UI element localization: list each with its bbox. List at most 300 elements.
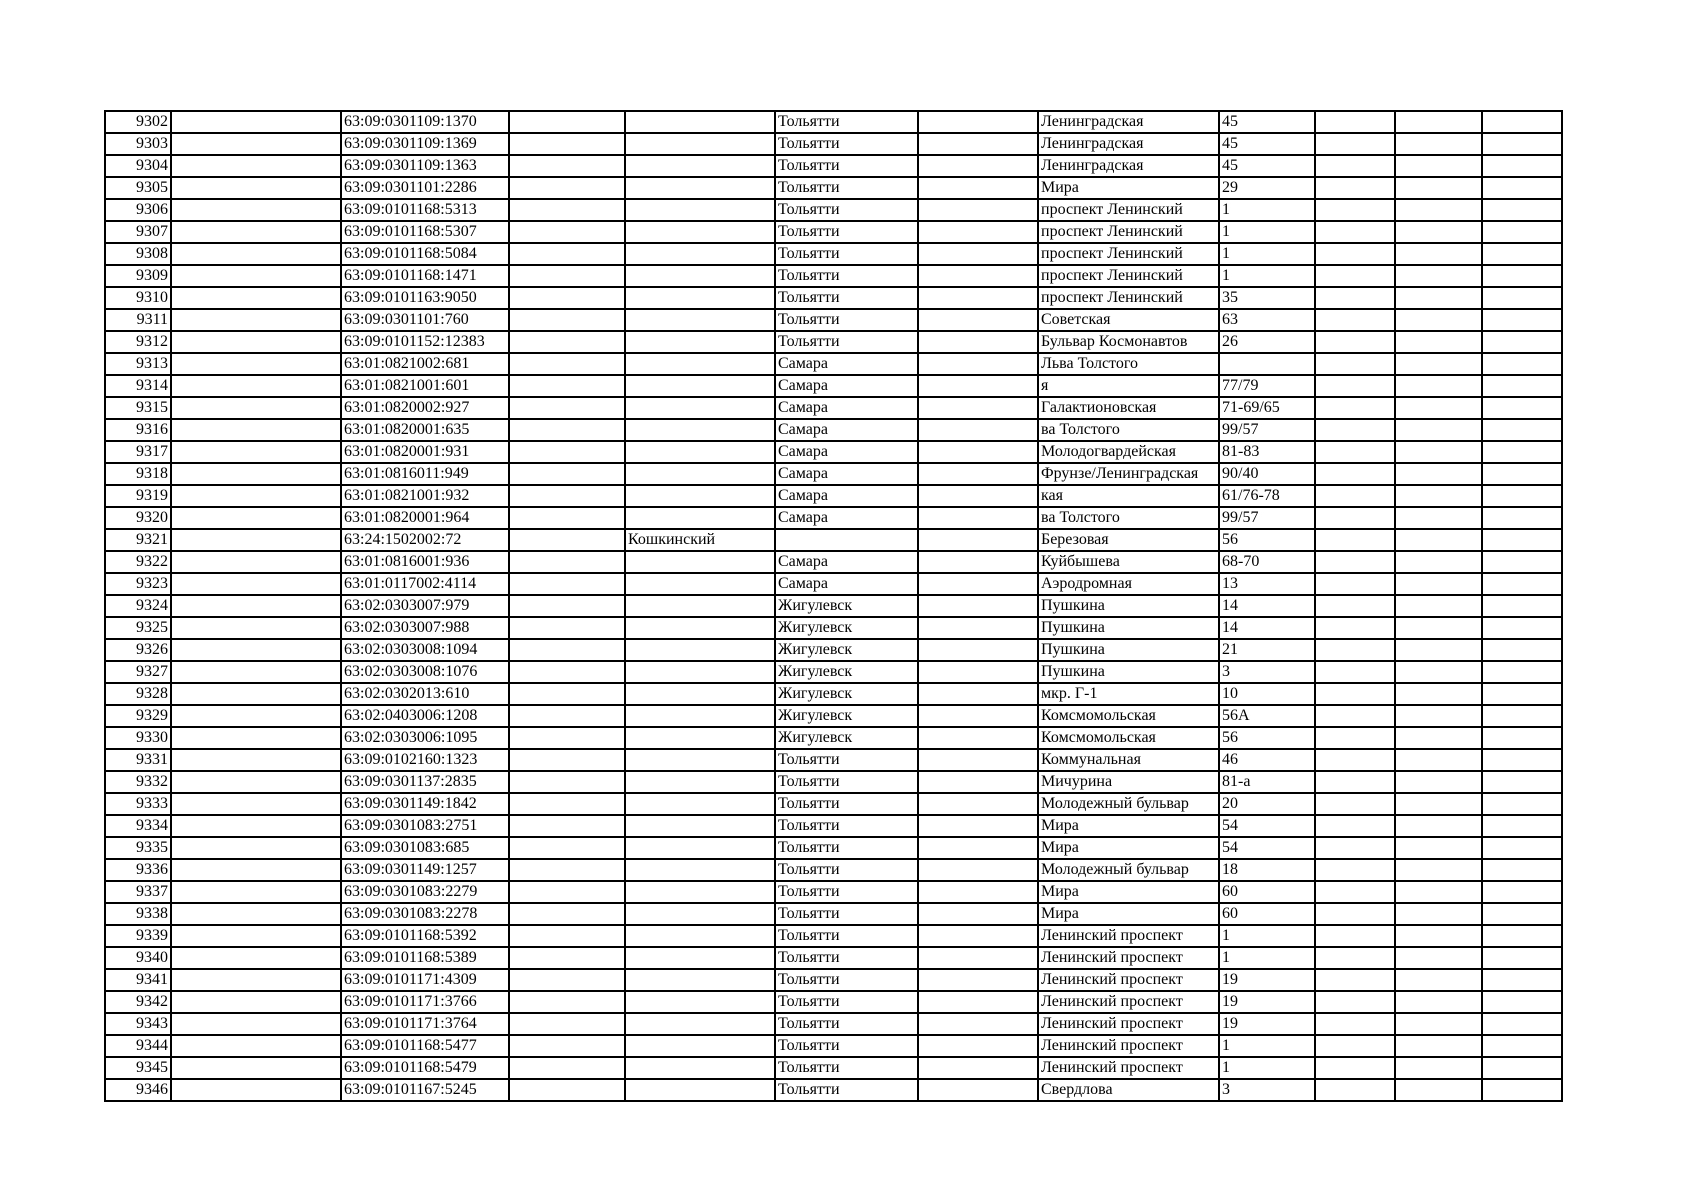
col-l-cell bbox=[1482, 881, 1562, 903]
city-cell: Тольятти bbox=[775, 155, 918, 177]
col-d-cell bbox=[509, 529, 625, 551]
col-g-cell bbox=[918, 1035, 1038, 1057]
settlement-cell bbox=[625, 815, 775, 837]
table-row bbox=[105, 837, 1562, 859]
col-d-cell bbox=[509, 793, 625, 815]
col-d-cell bbox=[509, 881, 625, 903]
col-l-cell bbox=[1482, 155, 1562, 177]
table-row bbox=[105, 991, 1562, 1013]
house-number-cell: 81-а bbox=[1219, 771, 1315, 793]
col-l-cell bbox=[1482, 925, 1562, 947]
house-number-cell: 18 bbox=[1219, 859, 1315, 881]
cadastral-number-cell: 63:09:0301149:1842 bbox=[341, 793, 509, 815]
house-number-cell: 60 bbox=[1219, 881, 1315, 903]
row-number-cell: 9322 bbox=[105, 551, 171, 573]
col-b-cell bbox=[171, 309, 341, 331]
col-l-cell bbox=[1482, 705, 1562, 727]
col-b-cell bbox=[171, 463, 341, 485]
row-number-cell: 9315 bbox=[105, 397, 171, 419]
city-cell: Жигулевск bbox=[775, 727, 918, 749]
col-j-cell bbox=[1315, 133, 1395, 155]
city-cell: Самара bbox=[775, 441, 918, 463]
settlement-cell bbox=[625, 683, 775, 705]
settlement-cell bbox=[625, 969, 775, 991]
col-b-cell bbox=[171, 617, 341, 639]
house-number-cell: 29 bbox=[1219, 177, 1315, 199]
col-k-cell bbox=[1395, 771, 1482, 793]
col-j-cell bbox=[1315, 617, 1395, 639]
col-g-cell bbox=[918, 221, 1038, 243]
registry-body bbox=[105, 111, 1562, 1101]
col-b-cell bbox=[171, 287, 341, 309]
col-k-cell bbox=[1395, 177, 1482, 199]
settlement-cell bbox=[625, 221, 775, 243]
col-b-cell bbox=[171, 1057, 341, 1079]
street-cell: проспект Ленинский bbox=[1038, 243, 1219, 265]
house-number-cell: 20 bbox=[1219, 793, 1315, 815]
row-number-cell: 9305 bbox=[105, 177, 171, 199]
col-j-cell bbox=[1315, 903, 1395, 925]
table-row bbox=[105, 881, 1562, 903]
street-cell: Комсмомольская bbox=[1038, 727, 1219, 749]
col-g-cell bbox=[918, 793, 1038, 815]
col-g-cell bbox=[918, 419, 1038, 441]
row-number-cell: 9308 bbox=[105, 243, 171, 265]
col-l-cell bbox=[1482, 1079, 1562, 1101]
city-cell: Тольятти bbox=[775, 243, 918, 265]
col-l-cell bbox=[1482, 837, 1562, 859]
street-cell: Ленинский проспект bbox=[1038, 1035, 1219, 1057]
col-g-cell bbox=[918, 551, 1038, 573]
col-k-cell bbox=[1395, 331, 1482, 353]
col-d-cell bbox=[509, 133, 625, 155]
col-l-cell bbox=[1482, 595, 1562, 617]
col-j-cell bbox=[1315, 375, 1395, 397]
table-row bbox=[105, 441, 1562, 463]
street-cell: Пушкина bbox=[1038, 595, 1219, 617]
cadastral-number-cell: 63:01:0821001:932 bbox=[341, 485, 509, 507]
row-number-cell: 9309 bbox=[105, 265, 171, 287]
settlement-cell bbox=[625, 727, 775, 749]
col-d-cell bbox=[509, 991, 625, 1013]
row-number-cell: 9338 bbox=[105, 903, 171, 925]
col-k-cell bbox=[1395, 199, 1482, 221]
col-l-cell bbox=[1482, 903, 1562, 925]
settlement-cell bbox=[625, 155, 775, 177]
city-cell: Тольятти bbox=[775, 881, 918, 903]
table-row bbox=[105, 1057, 1562, 1079]
city-cell: Самара bbox=[775, 551, 918, 573]
settlement-cell: Кошкинский bbox=[625, 529, 775, 551]
table-row bbox=[105, 155, 1562, 177]
cadastral-number-cell: 63:09:0101168:5392 bbox=[341, 925, 509, 947]
row-number-cell: 9333 bbox=[105, 793, 171, 815]
col-l-cell bbox=[1482, 529, 1562, 551]
col-d-cell bbox=[509, 287, 625, 309]
street-cell: Мира bbox=[1038, 881, 1219, 903]
col-j-cell bbox=[1315, 243, 1395, 265]
col-b-cell bbox=[171, 133, 341, 155]
settlement-cell bbox=[625, 265, 775, 287]
street-cell: Мира bbox=[1038, 815, 1219, 837]
city-cell: Жигулевск bbox=[775, 683, 918, 705]
settlement-cell bbox=[625, 771, 775, 793]
street-cell: Ленинский проспект bbox=[1038, 947, 1219, 969]
col-b-cell bbox=[171, 1035, 341, 1057]
street-cell: проспект Ленинский bbox=[1038, 287, 1219, 309]
cadastral-number-cell: 63:09:0101168:5389 bbox=[341, 947, 509, 969]
row-number-cell: 9313 bbox=[105, 353, 171, 375]
city-cell: Тольятти bbox=[775, 749, 918, 771]
table-row bbox=[105, 507, 1562, 529]
house-number-cell: 45 bbox=[1219, 155, 1315, 177]
cadastral-number-cell: 63:09:0301101:2286 bbox=[341, 177, 509, 199]
house-number-cell: 71-69/65 bbox=[1219, 397, 1315, 419]
row-number-cell: 9336 bbox=[105, 859, 171, 881]
col-l-cell bbox=[1482, 419, 1562, 441]
col-d-cell bbox=[509, 815, 625, 837]
col-k-cell bbox=[1395, 419, 1482, 441]
table-row bbox=[105, 243, 1562, 265]
table-row bbox=[105, 903, 1562, 925]
col-g-cell bbox=[918, 837, 1038, 859]
col-j-cell bbox=[1315, 1013, 1395, 1035]
city-cell: Тольятти bbox=[775, 815, 918, 837]
cadastral-number-cell: 63:02:0303008:1076 bbox=[341, 661, 509, 683]
house-number-cell: 56А bbox=[1219, 705, 1315, 727]
col-j-cell bbox=[1315, 749, 1395, 771]
house-number-cell: 3 bbox=[1219, 661, 1315, 683]
table-row bbox=[105, 551, 1562, 573]
street-cell: Березовая bbox=[1038, 529, 1219, 551]
cadastral-number-cell: 63:09:0301083:2278 bbox=[341, 903, 509, 925]
cadastral-number-cell: 63:09:0301137:2835 bbox=[341, 771, 509, 793]
street-cell: Пушкина bbox=[1038, 661, 1219, 683]
col-d-cell bbox=[509, 1013, 625, 1035]
col-g-cell bbox=[918, 155, 1038, 177]
col-b-cell bbox=[171, 705, 341, 727]
cadastral-number-cell: 63:01:0820001:635 bbox=[341, 419, 509, 441]
settlement-cell bbox=[625, 485, 775, 507]
col-b-cell bbox=[171, 727, 341, 749]
street-cell: Свердлова bbox=[1038, 1079, 1219, 1101]
table-row bbox=[105, 969, 1562, 991]
col-l-cell bbox=[1482, 771, 1562, 793]
city-cell: Жигулевск bbox=[775, 617, 918, 639]
table-row bbox=[105, 683, 1562, 705]
city-cell: Тольятти bbox=[775, 199, 918, 221]
col-k-cell bbox=[1395, 793, 1482, 815]
col-l-cell bbox=[1482, 617, 1562, 639]
col-l-cell bbox=[1482, 683, 1562, 705]
table-row bbox=[105, 485, 1562, 507]
cadastral-number-cell: 63:09:0301083:2279 bbox=[341, 881, 509, 903]
col-b-cell bbox=[171, 353, 341, 375]
col-k-cell bbox=[1395, 683, 1482, 705]
house-number-cell: 46 bbox=[1219, 749, 1315, 771]
col-b-cell bbox=[171, 991, 341, 1013]
cadastral-number-cell: 63:09:0101171:3766 bbox=[341, 991, 509, 1013]
col-b-cell bbox=[171, 573, 341, 595]
col-d-cell bbox=[509, 419, 625, 441]
table-row bbox=[105, 793, 1562, 815]
cadastral-number-cell: 63:01:0816001:936 bbox=[341, 551, 509, 573]
col-b-cell bbox=[171, 441, 341, 463]
col-d-cell bbox=[509, 771, 625, 793]
col-d-cell bbox=[509, 177, 625, 199]
col-d-cell bbox=[509, 903, 625, 925]
row-number-cell: 9330 bbox=[105, 727, 171, 749]
settlement-cell bbox=[625, 353, 775, 375]
city-cell: Тольятти bbox=[775, 837, 918, 859]
col-j-cell bbox=[1315, 507, 1395, 529]
col-k-cell bbox=[1395, 815, 1482, 837]
col-k-cell bbox=[1395, 991, 1482, 1013]
col-d-cell bbox=[509, 573, 625, 595]
row-number-cell: 9306 bbox=[105, 199, 171, 221]
city-cell: Тольятти bbox=[775, 969, 918, 991]
col-g-cell bbox=[918, 617, 1038, 639]
table-row bbox=[105, 309, 1562, 331]
table-row bbox=[105, 1079, 1562, 1101]
col-g-cell bbox=[918, 1079, 1038, 1101]
settlement-cell bbox=[625, 705, 775, 727]
col-k-cell bbox=[1395, 617, 1482, 639]
col-b-cell bbox=[171, 1079, 341, 1101]
table-row bbox=[105, 705, 1562, 727]
city-cell: Тольятти bbox=[775, 947, 918, 969]
street-cell: Мира bbox=[1038, 837, 1219, 859]
col-l-cell bbox=[1482, 463, 1562, 485]
col-d-cell bbox=[509, 309, 625, 331]
col-k-cell bbox=[1395, 573, 1482, 595]
street-cell: Пушкина bbox=[1038, 639, 1219, 661]
col-b-cell bbox=[171, 507, 341, 529]
col-b-cell bbox=[171, 793, 341, 815]
settlement-cell bbox=[625, 661, 775, 683]
city-cell: Тольятти bbox=[775, 793, 918, 815]
street-cell: Ленинский проспект bbox=[1038, 925, 1219, 947]
col-g-cell bbox=[918, 441, 1038, 463]
row-number-cell: 9344 bbox=[105, 1035, 171, 1057]
col-l-cell bbox=[1482, 727, 1562, 749]
col-j-cell bbox=[1315, 529, 1395, 551]
house-number-cell: 56 bbox=[1219, 727, 1315, 749]
col-b-cell bbox=[171, 397, 341, 419]
col-k-cell bbox=[1395, 1035, 1482, 1057]
cadastral-number-cell: 63:01:0821002:681 bbox=[341, 353, 509, 375]
col-g-cell bbox=[918, 287, 1038, 309]
street-cell: Молодежный бульвар bbox=[1038, 793, 1219, 815]
cadastral-number-cell: 63:09:0101168:5084 bbox=[341, 243, 509, 265]
table-row bbox=[105, 925, 1562, 947]
cadastral-number-cell: 63:09:0301083:2751 bbox=[341, 815, 509, 837]
city-cell: Жигулевск bbox=[775, 639, 918, 661]
col-j-cell bbox=[1315, 111, 1395, 133]
col-k-cell bbox=[1395, 529, 1482, 551]
col-d-cell bbox=[509, 837, 625, 859]
street-cell: Льва Толстого bbox=[1038, 353, 1219, 375]
col-l-cell bbox=[1482, 375, 1562, 397]
col-l-cell bbox=[1482, 815, 1562, 837]
house-number-cell: 54 bbox=[1219, 837, 1315, 859]
settlement-cell bbox=[625, 617, 775, 639]
cadastral-number-cell: 63:09:0101168:5479 bbox=[341, 1057, 509, 1079]
col-d-cell bbox=[509, 595, 625, 617]
table-row bbox=[105, 133, 1562, 155]
row-number-cell: 9318 bbox=[105, 463, 171, 485]
settlement-cell bbox=[625, 837, 775, 859]
settlement-cell bbox=[625, 639, 775, 661]
cadastral-number-cell: 63:09:0101171:4309 bbox=[341, 969, 509, 991]
row-number-cell: 9329 bbox=[105, 705, 171, 727]
cadastral-number-cell: 63:09:0301101:760 bbox=[341, 309, 509, 331]
cadastral-number-cell: 63:02:0303007:979 bbox=[341, 595, 509, 617]
settlement-cell bbox=[625, 331, 775, 353]
street-cell: Коммунальная bbox=[1038, 749, 1219, 771]
col-g-cell bbox=[918, 749, 1038, 771]
city-cell: Самара bbox=[775, 375, 918, 397]
house-number-cell: 13 bbox=[1219, 573, 1315, 595]
row-number-cell: 9334 bbox=[105, 815, 171, 837]
col-b-cell bbox=[171, 155, 341, 177]
col-l-cell bbox=[1482, 221, 1562, 243]
city-cell: Самара bbox=[775, 353, 918, 375]
col-l-cell bbox=[1482, 749, 1562, 771]
col-g-cell bbox=[918, 639, 1038, 661]
col-b-cell bbox=[171, 419, 341, 441]
settlement-cell bbox=[625, 441, 775, 463]
col-j-cell bbox=[1315, 991, 1395, 1013]
col-k-cell bbox=[1395, 221, 1482, 243]
col-k-cell bbox=[1395, 749, 1482, 771]
col-k-cell bbox=[1395, 309, 1482, 331]
col-d-cell bbox=[509, 749, 625, 771]
city-cell: Тольятти bbox=[775, 133, 918, 155]
street-cell: ва Толстого bbox=[1038, 507, 1219, 529]
house-number-cell: 45 bbox=[1219, 133, 1315, 155]
col-j-cell bbox=[1315, 265, 1395, 287]
col-d-cell bbox=[509, 925, 625, 947]
house-number-cell: 1 bbox=[1219, 243, 1315, 265]
street-cell: проспект Ленинский bbox=[1038, 265, 1219, 287]
col-d-cell bbox=[509, 199, 625, 221]
col-k-cell bbox=[1395, 441, 1482, 463]
col-g-cell bbox=[918, 661, 1038, 683]
city-cell bbox=[775, 529, 918, 551]
col-d-cell bbox=[509, 859, 625, 881]
city-cell: Жигулевск bbox=[775, 705, 918, 727]
col-b-cell bbox=[171, 331, 341, 353]
col-g-cell bbox=[918, 903, 1038, 925]
cadastral-number-cell: 63:09:0301083:685 bbox=[341, 837, 509, 859]
street-cell: Ленинградская bbox=[1038, 111, 1219, 133]
cadastral-number-cell: 63:09:0101167:5245 bbox=[341, 1079, 509, 1101]
col-j-cell bbox=[1315, 859, 1395, 881]
cadastral-number-cell: 63:01:0820001:931 bbox=[341, 441, 509, 463]
col-l-cell bbox=[1482, 1057, 1562, 1079]
col-b-cell bbox=[171, 881, 341, 903]
col-d-cell bbox=[509, 463, 625, 485]
house-number-cell: 1 bbox=[1219, 1057, 1315, 1079]
col-g-cell bbox=[918, 177, 1038, 199]
col-g-cell bbox=[918, 705, 1038, 727]
city-cell: Тольятти bbox=[775, 309, 918, 331]
col-l-cell bbox=[1482, 287, 1562, 309]
cadastral-number-cell: 63:24:1502002:72 bbox=[341, 529, 509, 551]
settlement-cell bbox=[625, 595, 775, 617]
col-j-cell bbox=[1315, 683, 1395, 705]
col-d-cell bbox=[509, 375, 625, 397]
row-number-cell: 9304 bbox=[105, 155, 171, 177]
city-cell: Самара bbox=[775, 507, 918, 529]
col-g-cell bbox=[918, 573, 1038, 595]
table-row bbox=[105, 771, 1562, 793]
row-number-cell: 9342 bbox=[105, 991, 171, 1013]
row-number-cell: 9328 bbox=[105, 683, 171, 705]
settlement-cell bbox=[625, 859, 775, 881]
street-cell: Пушкина bbox=[1038, 617, 1219, 639]
settlement-cell bbox=[625, 749, 775, 771]
city-cell: Самара bbox=[775, 485, 918, 507]
house-number-cell bbox=[1219, 353, 1315, 375]
table-row bbox=[105, 199, 1562, 221]
table-row bbox=[105, 265, 1562, 287]
col-k-cell bbox=[1395, 353, 1482, 375]
row-number-cell: 9311 bbox=[105, 309, 171, 331]
col-l-cell bbox=[1482, 441, 1562, 463]
house-number-cell: 19 bbox=[1219, 991, 1315, 1013]
col-d-cell bbox=[509, 969, 625, 991]
col-j-cell bbox=[1315, 419, 1395, 441]
table-row bbox=[105, 419, 1562, 441]
cadastral-number-cell: 63:09:0101168:1471 bbox=[341, 265, 509, 287]
col-k-cell bbox=[1395, 463, 1482, 485]
settlement-cell bbox=[625, 947, 775, 969]
col-j-cell bbox=[1315, 155, 1395, 177]
row-number-cell: 9337 bbox=[105, 881, 171, 903]
col-l-cell bbox=[1482, 111, 1562, 133]
col-l-cell bbox=[1482, 331, 1562, 353]
street-cell: я bbox=[1038, 375, 1219, 397]
house-number-cell: 99/57 bbox=[1219, 507, 1315, 529]
house-number-cell: 10 bbox=[1219, 683, 1315, 705]
house-number-cell: 68-70 bbox=[1219, 551, 1315, 573]
col-d-cell bbox=[509, 551, 625, 573]
table-row bbox=[105, 177, 1562, 199]
city-cell: Тольятти bbox=[775, 221, 918, 243]
city-cell: Тольятти bbox=[775, 925, 918, 947]
col-b-cell bbox=[171, 815, 341, 837]
col-l-cell bbox=[1482, 1013, 1562, 1035]
table-row bbox=[105, 353, 1562, 375]
street-cell: Аэродромная bbox=[1038, 573, 1219, 595]
col-d-cell bbox=[509, 507, 625, 529]
house-number-cell: 60 bbox=[1219, 903, 1315, 925]
cadastral-number-cell: 63:01:0816011:949 bbox=[341, 463, 509, 485]
cadastral-number-cell: 63:09:0301109:1363 bbox=[341, 155, 509, 177]
settlement-cell bbox=[625, 991, 775, 1013]
col-j-cell bbox=[1315, 947, 1395, 969]
table-row bbox=[105, 287, 1562, 309]
col-j-cell bbox=[1315, 639, 1395, 661]
table-row bbox=[105, 463, 1562, 485]
row-number-cell: 9339 bbox=[105, 925, 171, 947]
col-d-cell bbox=[509, 1079, 625, 1101]
cadastral-number-cell: 63:01:0820001:964 bbox=[341, 507, 509, 529]
col-g-cell bbox=[918, 529, 1038, 551]
settlement-cell bbox=[625, 111, 775, 133]
